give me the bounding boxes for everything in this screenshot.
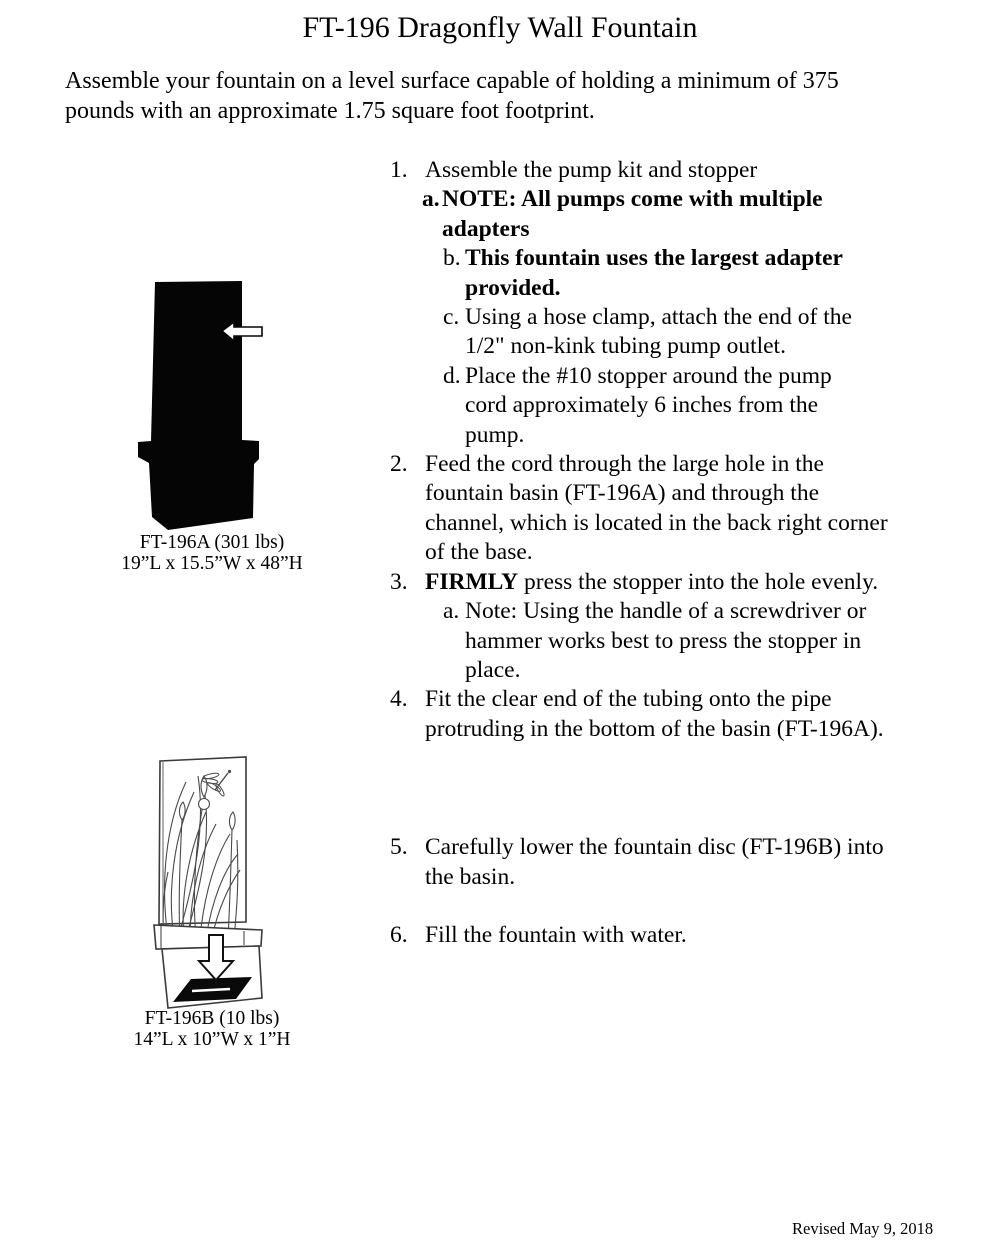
step-item [390,685,975,744]
step-line: protruding in the bottom of the basin (FT-196A). [425,715,884,742]
step-item [390,921,975,950]
step-item [390,244,975,303]
step-text [425,685,884,744]
step-text [465,244,843,303]
step-marker: 6. [390,921,408,948]
steps-list [390,156,975,950]
step-marker: b. [443,245,461,272]
step-line: pump. [465,421,525,448]
step-line: Assemble the pump kit and stopper [425,157,758,183]
step-marker: 5. [390,834,408,861]
step-line: Place the #10 stopper around the pump [465,362,832,389]
step-text [425,450,888,568]
step-text [465,597,866,685]
step-marker: 4. [390,686,408,713]
intro-line: Assemble your fountain on a level surface capable of holding a minimum of 375 [65,68,839,94]
step-item [390,833,975,892]
figure-ft196b-caption [72,1009,352,1050]
step-text [425,833,884,892]
step-item [390,156,975,185]
step-line: of the base. [425,539,533,566]
step-line: NOTE: All pumps come with multiple [442,186,823,213]
step-line: Fill the fountain with water. [425,921,687,948]
step-line: FIRMLY press the stopper into the hole evenly. [425,568,879,595]
step-line: fountain basin (FT-196A) and through the [425,480,820,507]
intro-paragraph [65,66,839,126]
step-line: channel, which is located in the back right corner [425,509,888,536]
intro-line: pounds with an approximate 1.75 square foot footprint. [65,98,595,124]
figure-ft196a [130,274,270,536]
step-line: Carefully lower the fountain disc (FT-196B) into [425,834,884,861]
step-item [390,568,975,597]
step-marker: 2. [390,451,408,478]
step-marker: 3. [390,568,408,595]
caption-dimensions: 19”L x 15.5”W x 48”H [121,552,303,574]
step-item [390,597,975,685]
step-text [442,185,823,244]
step-line: the basin. [425,863,516,890]
step-marker: d. [443,362,461,389]
page-title: FT-196 Dragonfly Wall Fountain [302,11,698,44]
step-text [425,568,878,597]
step-line: hammer works best to press the stopper in [465,627,862,654]
caption-model-weight: FT-196A (301 lbs) [139,532,285,553]
step-text [425,156,757,185]
step-line: provided. [465,274,561,301]
step-text [465,362,832,450]
step-line: adapters [442,215,530,242]
step-line: Note: Using the handle of a screwdriver or [465,598,867,625]
step-line: This fountain uses the largest adapter [465,245,843,272]
step-line: Feed the cord through the large hole in the [425,451,824,478]
caption-dimensions: 14”L x 10”W x 1”H [133,1028,291,1050]
figure-ft196b [140,752,290,1012]
caption-model-weight: FT-196B (10 lbs) [144,1008,280,1029]
wall-fountain-silhouette-icon [138,281,259,530]
step-line: place. [465,656,521,683]
revision-note: Revised May 9, 2018 [792,1219,934,1238]
step-line: Fit the clear end of the tubing onto the pipe [425,686,832,713]
step-marker: a. [443,598,460,625]
step-text [425,921,687,950]
step-marker: 1. [390,157,408,183]
step-item [390,450,975,568]
step-line: 1/2" non-kink tubing pump outlet. [465,333,786,360]
step-item [390,185,975,244]
step-marker: a. [422,186,440,213]
step-line: cord approximately 6 inches from the [465,392,819,419]
step-item [390,303,975,362]
step-line: Using a hose clamp, attach the end of the [465,304,852,331]
step-marker: c. [443,304,460,331]
step-item [390,362,975,450]
figure-ft196a-caption [72,533,352,574]
step-text [465,303,852,362]
